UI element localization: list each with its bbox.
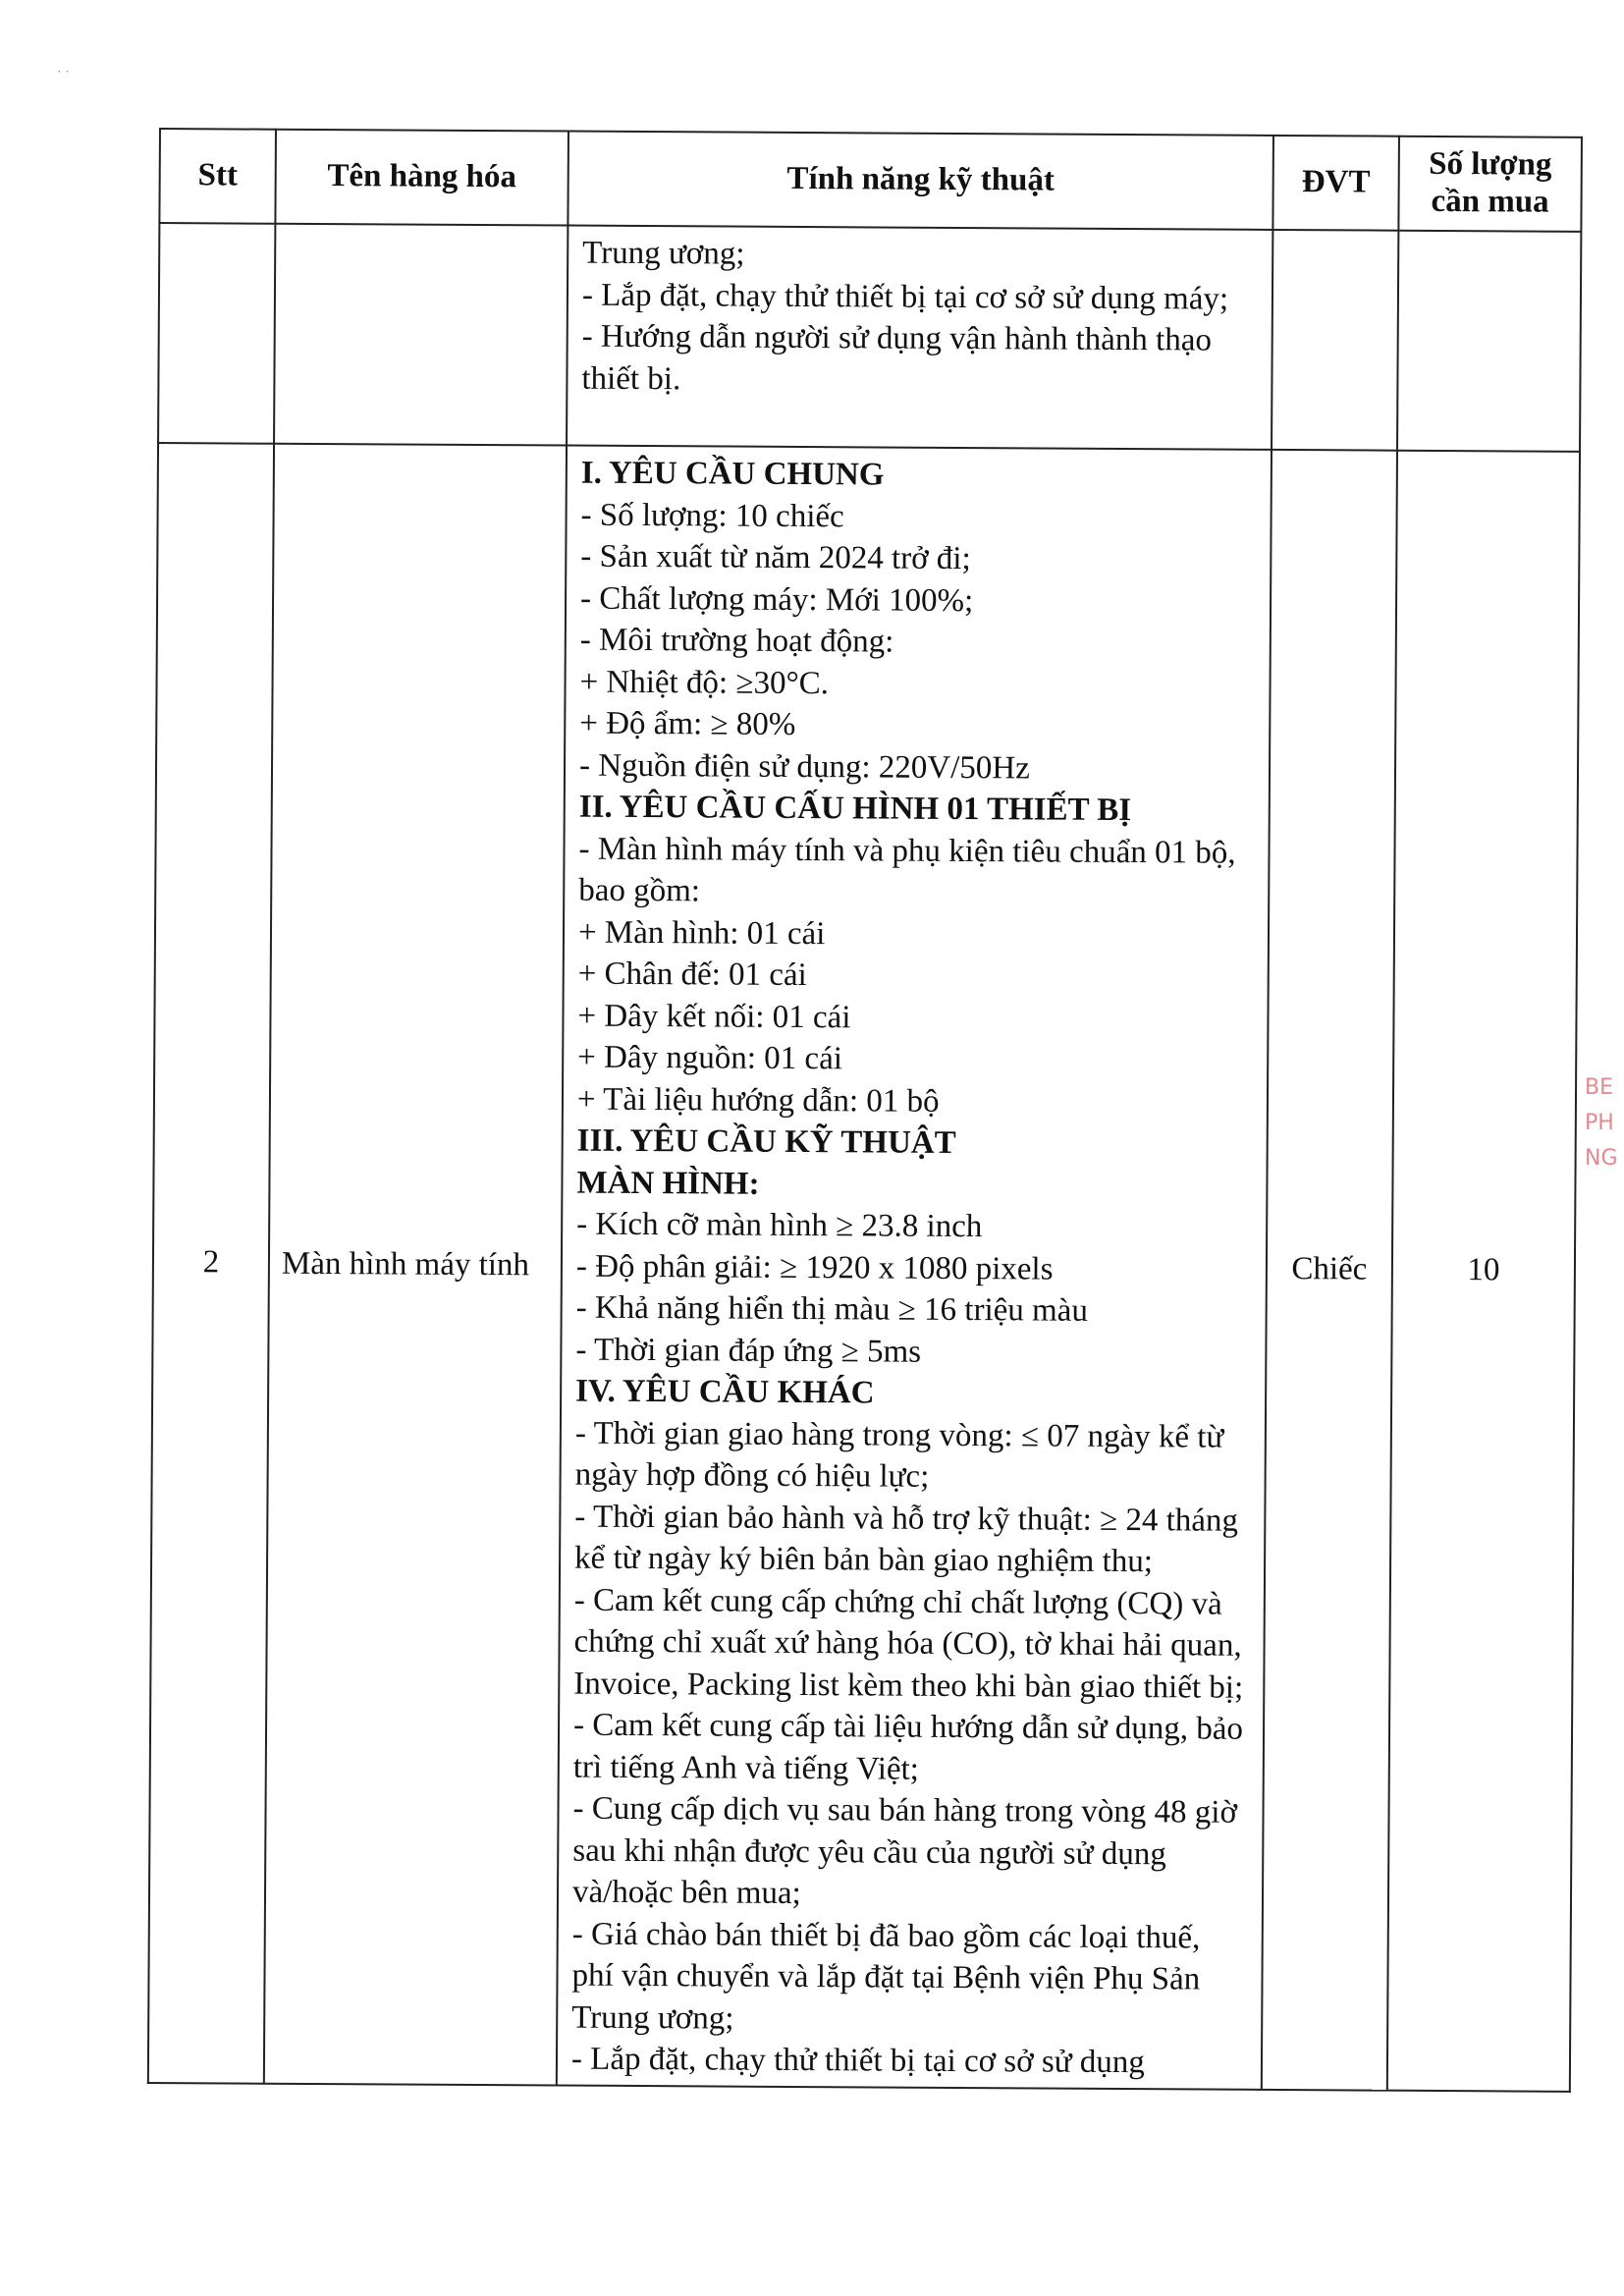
spec-line: + Tài liệu hướng dẫn: 01 bộ xyxy=(576,1081,940,1120)
spec-line: - Thời gian đáp ứng ≥ 5ms xyxy=(575,1332,922,1370)
row2-qty: 10 xyxy=(1387,451,1580,2092)
spec-section-heading: IV. YÊU CẦU KHÁC xyxy=(575,1373,875,1411)
spec-line: - Số lượng: 10 chiếc xyxy=(580,497,844,534)
row2-spec xyxy=(557,446,1272,2090)
spec-line: Trung ương; xyxy=(582,235,745,272)
spec-line: + Nhiệt độ: ≥30°C. xyxy=(579,664,830,701)
spec-section-heading: III. YÊU CẦU KỸ THUẬT xyxy=(576,1122,956,1161)
spec-line: - Kích cỡ màn hình ≥ 23.8 inch xyxy=(576,1206,983,1245)
spec-line: - Sản xuất từ năm 2024 trở đi; xyxy=(580,538,971,577)
spec-line: - Lắp đặt, chạy thử thiết bị tại cơ sở sử dụng xyxy=(570,2041,1145,2081)
row1-stt xyxy=(158,223,275,444)
spec-line: - Cam kết cung cấp tài liệu hướng dẫn sử dụng, bảo trì tiếng Anh và tiếng Việt; xyxy=(572,1707,1244,1787)
table-row xyxy=(148,443,1580,2091)
spec-line: - Thời gian bảo hành và hỗ trợ kỹ thuật: ≥ 24 tháng kể từ ngày ký biên bản bàn giao nghiệm thu; xyxy=(574,1499,1239,1580)
spec-line: - Màn hình máy tính và phụ kiện tiêu chuẩn 01 bộ, bao gồm: xyxy=(578,831,1236,909)
spec-line: - Môi trường hoạt động: xyxy=(579,622,894,660)
row2-stt: 2 xyxy=(148,443,274,2083)
spec-line: + Chân đế: 01 cái xyxy=(577,956,807,994)
header-stt: Stt xyxy=(159,129,276,224)
row2-unit: Chiếc xyxy=(1262,450,1397,2090)
spec-section-heading: I. YÊU CẦU CHUNG xyxy=(580,455,885,493)
spec-line: - Cam kết cung cấp chứng chỉ chất lượng (CQ) và chứng chỉ xuất xứ hàng hóa (CO), tờ khai hải quan, Invoice, Packing list kèm theo khi bàn giao thiết bị; xyxy=(573,1582,1244,1706)
table-row xyxy=(158,223,1581,452)
spec-line: - Lắp đặt, chạy thử thiết bị tại cơ sở sử dụng máy; xyxy=(581,277,1229,317)
spec-line: + Dây kết nối: 01 cái xyxy=(577,998,851,1035)
spec-section-heading: II. YÊU CẦU CẤU HÌNH 01 THIẾT BỊ xyxy=(578,789,1132,829)
spec-line: + Màn hình: 01 cái xyxy=(577,914,826,952)
spec-section-heading: MÀN HÌNH: xyxy=(576,1165,760,1202)
spec-line: - Chất lượng máy: Mới 100%; xyxy=(579,580,974,619)
spec-line: - Cung cấp dịch vụ sau bán hàng trong vòng 48 giờ sau khi nhận được yêu cầu của người sử dụng và/hoặc bên mua; xyxy=(571,1790,1238,1912)
row1-name xyxy=(274,224,568,446)
header-unit: ĐVT xyxy=(1272,136,1399,231)
spec-line: - Nguồn điện sử dụng: 220V/50Hz xyxy=(578,747,1030,786)
specification-table xyxy=(147,128,1583,2092)
header-qty-line1: Số lượng xyxy=(1429,145,1552,183)
header-spec: Tính năng kỹ thuật xyxy=(568,132,1273,230)
header-qty-line2: cần mua xyxy=(1431,183,1549,220)
spec-line: + Độ ẩm: ≥ 80% xyxy=(579,705,796,742)
spec-line: - Khả năng hiển thị màu ≥ 16 triệu màu xyxy=(575,1289,1089,1329)
header-qty xyxy=(1398,137,1582,232)
spec-line: + Dây nguồn: 01 cái xyxy=(577,1039,843,1077)
header-name: Tên hàng hóa xyxy=(275,130,568,226)
spec-line: - Thời gian giao hàng trong vòng: ≤ 07 ngày kể từ ngày hợp đồng có hiệu lực; xyxy=(574,1415,1224,1495)
spec-list xyxy=(571,453,1259,2085)
row1-qty xyxy=(1397,231,1581,452)
row1-unit xyxy=(1272,230,1398,451)
row2-name: Màn hình máy tính xyxy=(264,444,567,2085)
spec-line: - Giá chào bán thiết bị đã bao gồm các loại thuế, phí vận chuyển và lắp đặt tại Bệnh viện Phụ Sản Trung ương; xyxy=(571,1916,1201,2037)
spec-line: - Hướng dẫn người sử dụng vận hành thành thạo thiết bị. xyxy=(581,318,1213,397)
header-row xyxy=(159,129,1582,232)
red-stamp-fragment: BE PH NG xyxy=(1585,1075,1618,1171)
scan-artifact: ˙ ˙ xyxy=(57,69,70,83)
row1-spec xyxy=(567,226,1272,450)
spec-line: - Độ phân giải: ≥ 1920 x 1080 pixels xyxy=(575,1248,1054,1287)
